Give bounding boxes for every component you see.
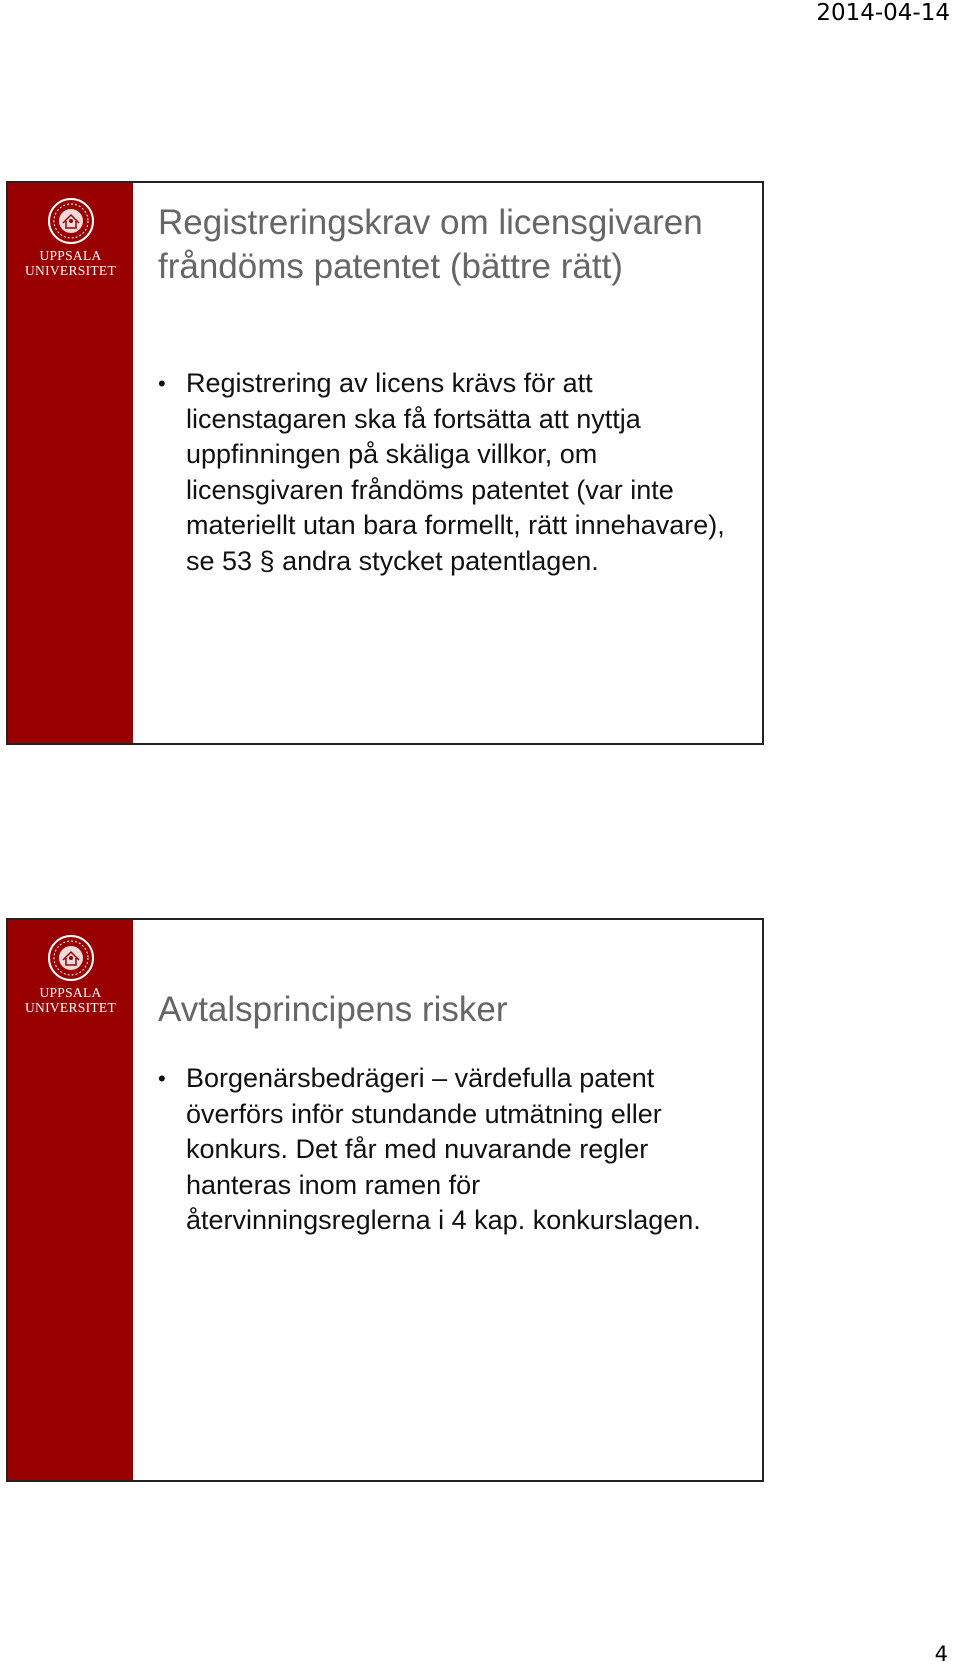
slide-2 <box>6 918 764 1482</box>
slide-title: Avtalsprincipens risker <box>158 990 508 1029</box>
university-logo <box>8 197 133 278</box>
logo-line-2: UNIVERSITET <box>24 1000 117 1015</box>
bullet-item: • Borgenärsbedrägeri – värdefulla patent överförs inför stundande utmätning eller konkurs. Det får med nuvarande regler hanteras inom ramen för återvinningsreglerna i 4 kap. konkurslagen. <box>158 1061 732 1239</box>
logo-line-2: UNIVERSITET <box>24 263 117 278</box>
logo-line-1: UPPSALA <box>39 248 102 263</box>
bullet-list <box>158 1061 732 1239</box>
brand-band <box>8 183 133 743</box>
university-seal-icon <box>47 934 95 982</box>
university-seal-icon <box>47 197 95 245</box>
page-date: 2014-04-14 <box>816 0 950 26</box>
slide-title: Registreringskrav om licensgivaren fråndöms patentet (bättre rätt) <box>158 203 703 286</box>
bullet-item: • Registrering av licens krävs för att licenstagaren ska få fortsätta att nyttja uppfinningen på skäliga villkor, om licensgivaren fråndöms patentet (var inte materiellt utan bara formellt, rätt innehavare), se 53 § andra stycket patentlagen. <box>158 366 732 579</box>
bullet-list <box>158 366 732 579</box>
university-logo <box>8 934 133 1015</box>
logo-line-1: UPPSALA <box>39 985 102 1000</box>
brand-band <box>8 920 133 1480</box>
slide-1 <box>6 181 764 745</box>
page-number: 4 <box>934 1642 948 1666</box>
